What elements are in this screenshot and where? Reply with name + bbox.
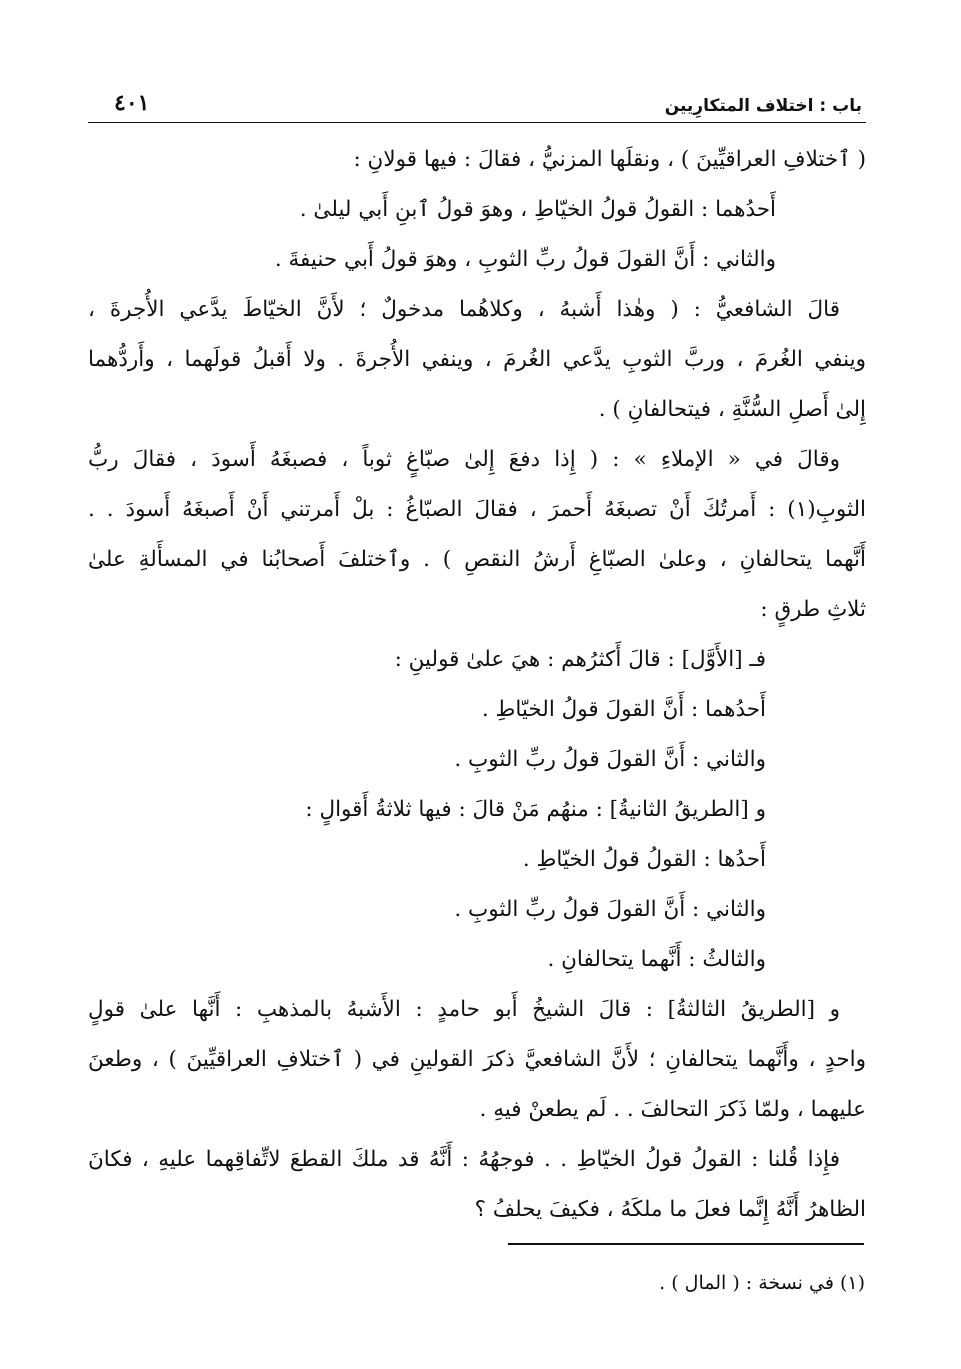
header-rule bbox=[88, 122, 866, 123]
text-line: واحدٍ ، وأَنَّهما يتحالفانِ ؛ لأَنَّ الشافعيَّ ذكرَ القولينِ في ( ٱختلافِ العراقيِّينَ ) ، وطعنَ bbox=[88, 1047, 866, 1072]
footnote-rule bbox=[508, 1243, 864, 1245]
chapter-title: باب : اختلاف المتكارِيين bbox=[664, 96, 862, 116]
running-header bbox=[88, 84, 866, 122]
text-line bbox=[88, 185, 866, 235]
text-line: و [الطريقُ الثالثةُ] : قالَ الشيخُ أَبو حامدٍ : الأَشبهُ بالمذهبِ : أَنَّها علىٰ قولٍ bbox=[88, 997, 840, 1022]
line-text: أَحدُهما : القولُ قولُ الخيّاطِ ، وهوَ قولُ ٱبنِ أَبي ليلىٰ . bbox=[299, 197, 776, 222]
text-line: وقالَ في « الإملاءِ » : ( إِذا دفعَ إِلىٰ صبّاغٍ ثوباً ، فصبغَهُ أَسودَ ، فقالَ ربُّ bbox=[88, 447, 840, 472]
main-text bbox=[88, 135, 866, 1235]
text-line: أَحدُها : القولُ قولُ الخيّاطِ . bbox=[522, 847, 766, 872]
text-line: ( ٱختلافِ العراقيِّينَ ) ، ونقلَها المزنيُّ ، فقالَ : فيها قولانِ : bbox=[353, 147, 866, 172]
text-line: والثالثُ : أَنَّهما يتحالفانِ . bbox=[547, 947, 766, 972]
text-line: و [الطريقُ الثانيةُ] : منهُم مَنْ قالَ : فيها ثلاثةُ أَقوالٍ : bbox=[305, 797, 766, 822]
text-line: أَحدُهما : أَنَّ القولَ قولُ الخيّاطِ . bbox=[481, 697, 766, 722]
text-line: فإِذا قُلنا : القولُ قولُ الخيّاطِ . . فوجهُهُ : أَنَّهُ قد ملكَ القطعَ لاتِّفاقِهما عليهِ ، فكانَ bbox=[88, 1147, 840, 1172]
text-line: الظاهرُ أَنَّهُ إِنَّما فعلَ ما ملكَهُ ، فكيفَ يحلفُ ؟ bbox=[474, 1197, 866, 1222]
text-line: وينفي الغُرمَ ، وربَّ الثوبِ يدَّعي الغُرمَ ، وينفي الأُجرةَ . ولا أَقبلُ قولَهما ، وأَردُّهما bbox=[88, 347, 866, 372]
text-line: الثوبِ(١) : أَمرتُكَ أَنْ تصبغَهُ أَحمرَ ، فقالَ الصبّاغُ : بلْ أَمرتني أَنْ أَصبغَهُ أَسودَ . . bbox=[88, 497, 866, 522]
text-line: عليهما ، ولمّا ذَكرَ التحالفَ . . لَم يطعنْ فيهِ . bbox=[479, 1097, 866, 1122]
text-line: أَنَّهما يتحالفانِ ، وعلىٰ الصبّاغِ أَرشُ النقصِ ) . وٱختلفَ أَصحابُنا في المسأَلةِ علىٰ bbox=[88, 547, 866, 572]
page-number: ٤٠١ bbox=[114, 90, 150, 116]
text-line: إِلىٰ أَصلِ السُّنَّةِ ، فيتحالفانِ ) . bbox=[598, 397, 866, 422]
text-line: فـ [الأَوَّل] : قالَ أَكثرُهم : هيَ علىٰ قولينِ : bbox=[394, 647, 766, 672]
page bbox=[88, 84, 866, 1235]
text-line: والثاني : أَنَّ القولَ قولُ ربِّ الثوبِ ، وهوَ قولُ أَبي حنيفةَ . bbox=[274, 247, 776, 272]
text-line: والثاني : أَنَّ القولَ قولُ ربِّ الثوبِ . bbox=[454, 897, 766, 922]
text-line: قالَ الشافعيُّ : ( وهٰذا أَشبهُ ، وكلاهُما مدخولٌ ؛ لأَنَّ الخيّاطَ يدَّعي الأُجرةَ ، bbox=[88, 297, 840, 322]
text-line: والثاني : أَنَّ القولَ قولُ ربِّ الثوبِ . bbox=[454, 747, 766, 772]
footnote: (١) في نسخة : ( المال ) . bbox=[659, 1272, 865, 1294]
text-line: ثلاثِ طرقٍ : bbox=[760, 597, 866, 622]
